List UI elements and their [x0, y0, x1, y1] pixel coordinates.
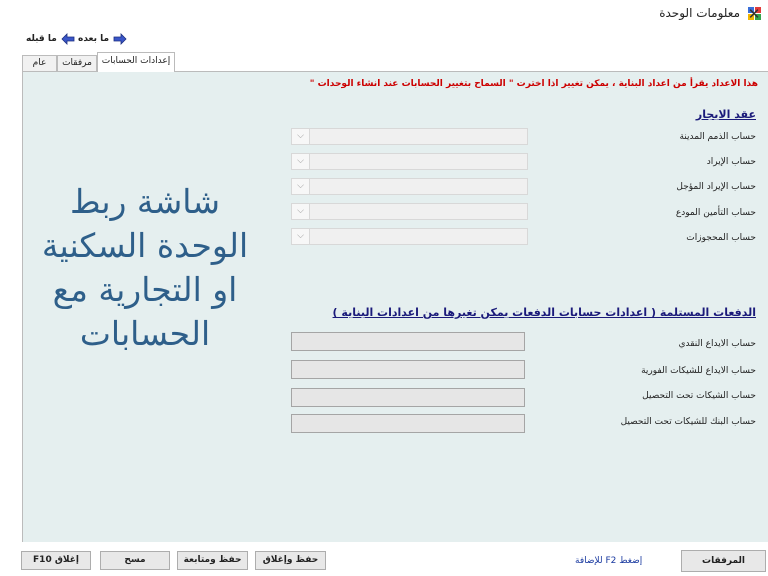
next-label: ما بعده [78, 34, 110, 44]
tab-account-settings[interactable]: إعدادات الحسابات [97, 52, 175, 72]
close-icon[interactable]: ✕ [747, 5, 761, 23]
reserved-account-select[interactable] [291, 228, 528, 245]
lease-section-title: عقد الايجار [695, 108, 756, 121]
overlay-line: شاشة ربط [70, 182, 220, 221]
revenue-account-select[interactable] [291, 153, 528, 170]
reserved-account-label: حساب المحجوزات [686, 233, 756, 243]
payments-section-title: الدفعات المستلمة ( اعدادات حسابات الدفعات يمكن تغيرها من اعدادات البناية ) [332, 306, 756, 319]
next-button[interactable] [78, 31, 127, 47]
chevron-down-icon[interactable]: ⌵ [292, 204, 310, 219]
deferred-revenue-account-label: حساب الإيراد المؤجل [676, 182, 756, 192]
cheques-under-collection-label: حساب الشيكات تحت التحصيل [642, 391, 756, 401]
instant-cheques-account-label: حساب الايداع للشيكات الفورية [641, 366, 756, 376]
title-bar [0, 0, 768, 28]
receivables-account-label: حساب الذمم المدينة [679, 132, 756, 142]
prev-label: ما قبله [26, 34, 57, 44]
attachments-button[interactable]: المرفقات [681, 550, 766, 572]
arrow-left-icon [61, 33, 75, 45]
deposit-account-label: حساب التأمين المودع [675, 208, 756, 218]
chevron-down-icon[interactable]: ⌵ [292, 229, 310, 244]
close-f10-button[interactable]: إغلاق F10 [21, 551, 91, 570]
overlay-line: الحسابات [79, 314, 211, 353]
deferred-revenue-account-select[interactable] [291, 178, 528, 195]
cheques-under-collection-field[interactable] [291, 388, 525, 407]
overlay-line: الوحدة السكنية [41, 226, 249, 265]
add-hint: إضغط F2 للإضافة [575, 556, 643, 566]
instant-cheques-account-field[interactable] [291, 360, 525, 379]
window-title: معلومات الوحدة [659, 6, 740, 20]
settings-note: هذا الاعداد يقرأ من اعداد البناية ، يمكن تغيير اذا اخترت " السماح بتغيير الحسابات عند انشاء الوحدات " [309, 79, 758, 89]
arrow-right-icon [113, 33, 127, 45]
save-close-button[interactable]: حفظ وإغلاق [255, 551, 326, 570]
chevron-down-icon[interactable]: ⌵ [292, 154, 310, 169]
overlay-line: او التجارية مع [52, 270, 238, 309]
tab-general[interactable]: عام [22, 55, 57, 71]
revenue-account-label: حساب الإيراد [706, 157, 756, 167]
chevron-down-icon[interactable]: ⌵ [292, 129, 310, 144]
prev-button[interactable] [26, 31, 75, 47]
cash-deposit-account-label: حساب الايداع النقدي [678, 339, 756, 349]
deposit-account-select[interactable] [291, 203, 528, 220]
tab-attachments[interactable]: مرفقات [57, 55, 97, 71]
overlay-caption [40, 180, 250, 356]
save-continue-button[interactable]: حفظ ومتابعة [177, 551, 248, 570]
bank-cheques-collection-label: حساب البنك للشيكات تحت التحصيل [620, 417, 756, 427]
bank-cheques-collection-field[interactable] [291, 414, 525, 433]
clear-button[interactable]: مسح [100, 551, 170, 570]
chevron-down-icon[interactable]: ⌵ [292, 179, 310, 194]
receivables-account-select[interactable] [291, 128, 528, 145]
cash-deposit-account-field[interactable] [291, 332, 525, 351]
